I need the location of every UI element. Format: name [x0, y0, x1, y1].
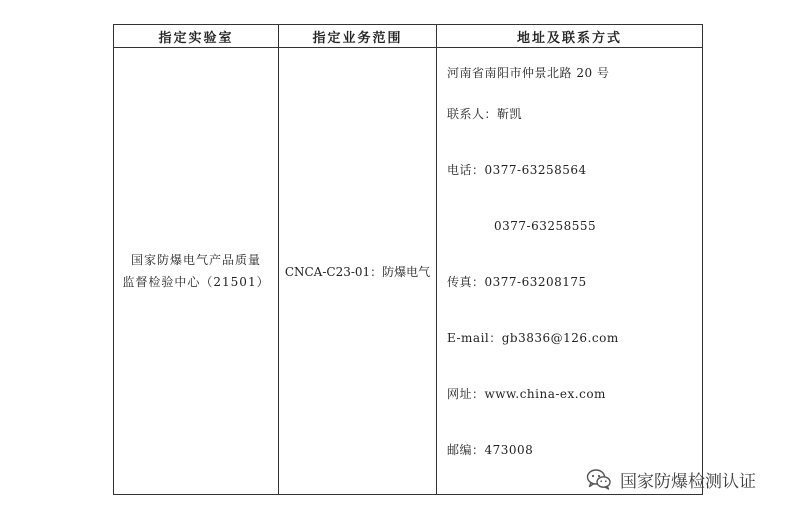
lab-name-line-2: 监督检验中心（21501）	[122, 275, 270, 289]
contact-phone-1: 电话：0377-63258564	[447, 163, 587, 177]
header-contact: 地址及联系方式	[437, 25, 703, 48]
header-lab: 指定实验室	[114, 25, 279, 48]
lab-info-table	[113, 24, 703, 495]
wechat-watermark	[586, 466, 756, 492]
lab-name-line-1: 国家防爆电气产品质量	[130, 253, 261, 267]
contact-address: 河南省南阳市仲景北路 20 号	[447, 66, 610, 80]
contact-person: 联系人：靳凯	[447, 107, 523, 121]
wechat-icon	[586, 467, 612, 491]
watermark-text: 国家防爆检测认证	[620, 471, 756, 492]
contact-postcode: 邮编：473008	[447, 443, 534, 457]
table-header-row	[114, 25, 703, 48]
lab-name-cell	[114, 48, 279, 495]
scope-cell: CNCA-C23-01：防爆电气	[279, 48, 437, 495]
contact-cell	[437, 48, 703, 495]
contact-phone-2: 0377-63258555	[494, 219, 597, 233]
contact-fax: 传真：0377-63208175	[447, 275, 587, 289]
contact-website: 网址：www.china-ex.com	[447, 387, 606, 401]
header-scope: 指定业务范围	[279, 25, 437, 48]
table-row	[114, 48, 703, 495]
contact-email: E-mail：gb3836@126.com	[447, 331, 619, 345]
